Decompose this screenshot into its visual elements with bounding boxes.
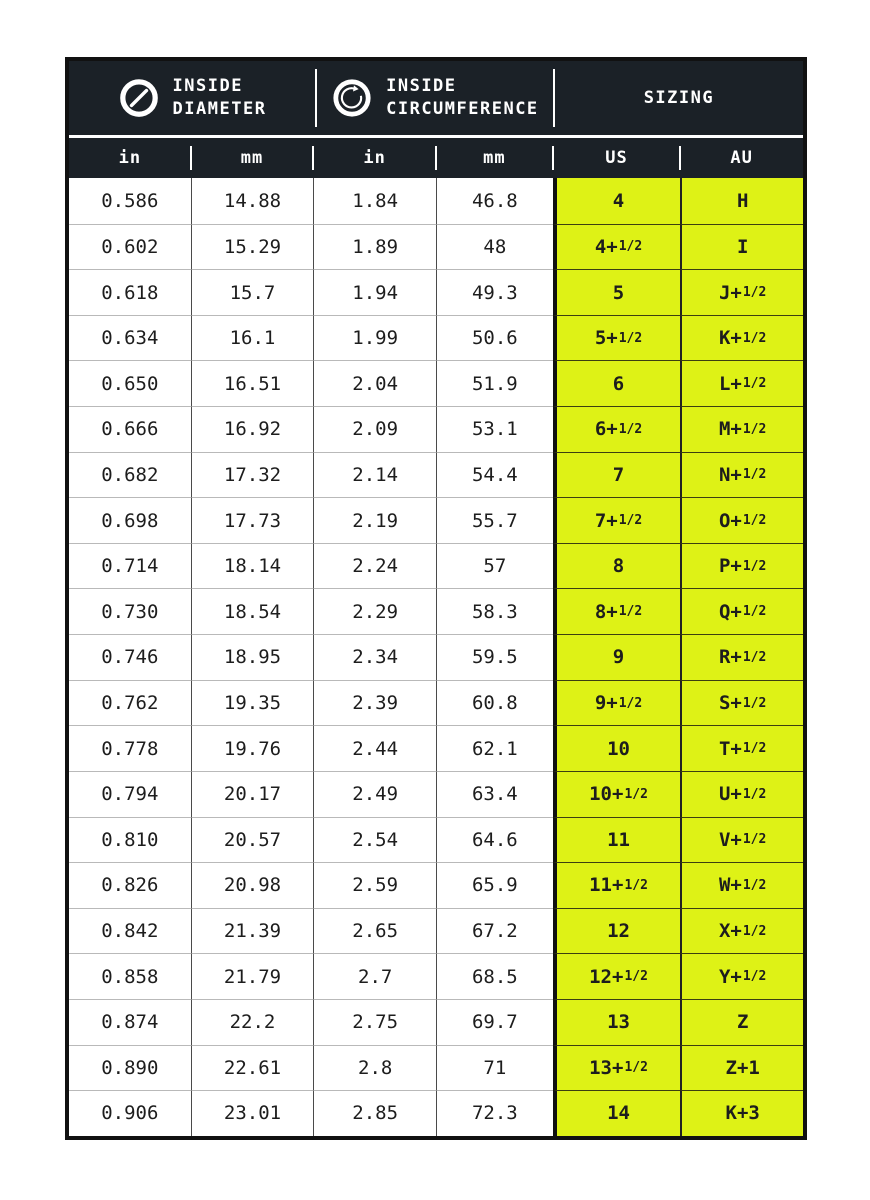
au-size-cell: W+ 1/2 (680, 862, 803, 908)
diameter-in-cell: 0.650 (69, 360, 191, 406)
circumference-in-cell: 1.99 (313, 315, 436, 361)
circumference-in-cell: 1.89 (313, 224, 436, 270)
circumference-in-cell: 1.84 (313, 178, 436, 224)
circumference-mm-cell: 63.4 (436, 771, 553, 817)
diameter-mm-cell: 16.51 (191, 360, 314, 406)
half-fraction: 1/2 (742, 695, 767, 711)
half-fraction: 1/2 (742, 832, 767, 848)
circumference-mm-cell: 69.7 (436, 999, 553, 1045)
half-fraction: 1/2 (618, 239, 643, 255)
diameter-mm-cell: 19.35 (191, 680, 314, 726)
header-label-inside-circumference: INSIDE CIRCUMFERENCE (386, 76, 539, 119)
circumference-in-cell: 2.09 (313, 406, 436, 452)
diameter-mm-cell: 15.7 (191, 269, 314, 315)
au-size-cell: V+ 1/2 (680, 817, 803, 863)
diameter-in-cell: 0.810 (69, 817, 191, 863)
half-fraction: 1/2 (624, 969, 648, 985)
diameter-mm-cell: 20.98 (191, 862, 314, 908)
diameter-mm-cell: 20.17 (191, 771, 314, 817)
us-size-cell: 11+ 1/2 (553, 862, 681, 908)
us-size-cell: 9+ 1/2 (553, 680, 681, 726)
diameter-in-cell: 0.826 (69, 862, 191, 908)
diameter-in-cell: 0.906 (69, 1090, 191, 1136)
circumference-in-cell: 2.44 (313, 725, 436, 771)
diameter-in-cell: 0.682 (69, 452, 191, 498)
us-size-cell: 7+ 1/2 (553, 497, 681, 543)
circumference-in-cell: 2.85 (313, 1090, 436, 1136)
circumference-mm-cell: 59.5 (436, 634, 553, 680)
circumference-in-cell: 2.8 (313, 1045, 436, 1091)
circumference-in-cell: 2.59 (313, 862, 436, 908)
circumference-mm-cell: 64.6 (436, 817, 553, 863)
table-body (69, 178, 803, 1136)
header-label-sizing: SIZING (643, 88, 715, 108)
au-size-cell: S+ 1/2 (680, 680, 803, 726)
us-size-cell: 12 (553, 908, 681, 954)
circumference-in-cell: 2.65 (313, 908, 436, 954)
diameter-mm-cell: 22.61 (191, 1045, 314, 1091)
circumference-in-cell: 2.04 (313, 360, 436, 406)
au-size-cell: P+ 1/2 (680, 543, 803, 589)
us-size-cell: 6 (553, 360, 681, 406)
circumference-mm-cell: 60.8 (436, 680, 553, 726)
au-size-cell: J+ 1/2 (680, 269, 803, 315)
au-size-cell: U+ 1/2 (680, 771, 803, 817)
circumference-mm-cell: 46.8 (436, 178, 553, 224)
circumference-in-cell: 2.39 (313, 680, 436, 726)
diameter-in-cell: 0.858 (69, 953, 191, 999)
au-size-cell: I (680, 224, 803, 270)
us-size-cell: 14 (553, 1090, 681, 1136)
diameter-in-cell: 0.698 (69, 497, 191, 543)
half-fraction: 1/2 (618, 330, 643, 346)
au-size-cell: Q+ 1/2 (680, 588, 803, 634)
circumference-icon (331, 77, 373, 119)
half-fraction: 1/2 (618, 695, 643, 711)
diameter-mm-cell: 17.73 (191, 497, 314, 543)
circumference-in-cell: 2.14 (313, 452, 436, 498)
half-fraction: 1/2 (742, 923, 767, 939)
circumference-mm-cell: 57 (436, 543, 553, 589)
diameter-mm-cell: 21.39 (191, 908, 314, 954)
diameter-in-cell: 0.618 (69, 269, 191, 315)
circumference-mm-cell: 54.4 (436, 452, 553, 498)
us-size-cell: 11 (553, 817, 681, 863)
au-size-cell: Z+1 (680, 1045, 803, 1091)
half-fraction: 1/2 (618, 421, 643, 437)
au-size-cell: L+ 1/2 (680, 360, 803, 406)
column-header-circumference-in: in (313, 138, 436, 178)
header-group-inside-diameter (69, 61, 315, 135)
circumference-mm-cell: 72.3 (436, 1090, 553, 1136)
half-fraction: 1/2 (742, 786, 767, 802)
half-fraction: 1/2 (742, 877, 767, 893)
column-header-diameter-mm: mm (191, 138, 314, 178)
us-size-cell: 4 (553, 178, 681, 224)
half-fraction: 1/2 (618, 513, 643, 529)
half-fraction: 1/2 (742, 421, 767, 437)
diameter-mm-cell: 18.14 (191, 543, 314, 589)
circumference-mm-cell: 48 (436, 224, 553, 270)
circumference-mm-cell: 65.9 (436, 862, 553, 908)
us-size-cell: 4+ 1/2 (553, 224, 681, 270)
half-fraction: 1/2 (742, 513, 767, 529)
half-fraction: 1/2 (742, 376, 767, 392)
half-fraction: 1/2 (742, 467, 767, 483)
column-header-au-size: AU (680, 138, 803, 178)
half-fraction: 1/2 (742, 969, 767, 985)
header-group-inside-circumference (317, 61, 553, 135)
circumference-mm-cell: 62.1 (436, 725, 553, 771)
au-size-cell: K+3 (680, 1090, 803, 1136)
diameter-in-cell: 0.794 (69, 771, 191, 817)
us-size-cell: 7 (553, 452, 681, 498)
circumference-in-cell: 2.75 (313, 999, 436, 1045)
diameter-mm-cell: 16.1 (191, 315, 314, 361)
diameter-in-cell: 0.874 (69, 999, 191, 1045)
diameter-mm-cell: 16.92 (191, 406, 314, 452)
circumference-in-cell: 2.7 (313, 953, 436, 999)
diameter-mm-cell: 22.2 (191, 999, 314, 1045)
au-size-cell: H (680, 178, 803, 224)
diameter-mm-cell: 18.95 (191, 634, 314, 680)
au-size-cell: X+ 1/2 (680, 908, 803, 954)
half-fraction: 1/2 (742, 285, 767, 301)
half-fraction: 1/2 (624, 877, 648, 893)
circumference-mm-cell: 50.6 (436, 315, 553, 361)
diameter-in-cell: 0.746 (69, 634, 191, 680)
half-fraction: 1/2 (742, 649, 767, 665)
us-size-cell: 5 (553, 269, 681, 315)
ring-size-chart (65, 57, 807, 1140)
diameter-in-cell: 0.842 (69, 908, 191, 954)
us-size-cell: 12+ 1/2 (553, 953, 681, 999)
au-size-cell: N+ 1/2 (680, 452, 803, 498)
circumference-mm-cell: 68.5 (436, 953, 553, 999)
circumference-in-cell: 2.29 (313, 588, 436, 634)
circumference-in-cell: 2.49 (313, 771, 436, 817)
header-label-inside-diameter: INSIDE DIAMETER (172, 76, 267, 119)
us-size-cell: 9 (553, 634, 681, 680)
us-size-cell: 13 (553, 999, 681, 1045)
circumference-in-cell: 2.54 (313, 817, 436, 863)
half-fraction: 1/2 (742, 604, 767, 620)
us-size-cell: 6+ 1/2 (553, 406, 681, 452)
au-size-cell: Y+ 1/2 (680, 953, 803, 999)
diameter-in-cell: 0.714 (69, 543, 191, 589)
circumference-mm-cell: 55.7 (436, 497, 553, 543)
diameter-mm-cell: 21.79 (191, 953, 314, 999)
diameter-mm-cell: 18.54 (191, 588, 314, 634)
circumference-mm-cell: 58.3 (436, 588, 553, 634)
column-header-row (69, 138, 803, 178)
us-size-cell: 10+ 1/2 (553, 771, 681, 817)
au-size-cell: Z (680, 999, 803, 1045)
diameter-mm-cell: 23.01 (191, 1090, 314, 1136)
us-size-cell: 8+ 1/2 (553, 588, 681, 634)
diameter-mm-cell: 15.29 (191, 224, 314, 270)
circumference-mm-cell: 71 (436, 1045, 553, 1091)
diameter-in-cell: 0.634 (69, 315, 191, 361)
au-size-cell: O+ 1/2 (680, 497, 803, 543)
half-fraction: 1/2 (742, 558, 767, 574)
circumference-mm-cell: 49.3 (436, 269, 553, 315)
au-size-cell: M+ 1/2 (680, 406, 803, 452)
circumference-in-cell: 2.19 (313, 497, 436, 543)
us-size-cell: 5+ 1/2 (553, 315, 681, 361)
diameter-icon (118, 77, 160, 119)
circumference-mm-cell: 67.2 (436, 908, 553, 954)
diameter-in-cell: 0.602 (69, 224, 191, 270)
au-size-cell: K+ 1/2 (680, 315, 803, 361)
diameter-in-cell: 0.730 (69, 588, 191, 634)
half-fraction: 1/2 (624, 1060, 648, 1076)
us-size-cell: 8 (553, 543, 681, 589)
au-size-cell: T+ 1/2 (680, 725, 803, 771)
circumference-in-cell: 2.34 (313, 634, 436, 680)
header-group-sizing (555, 61, 803, 135)
circumference-mm-cell: 53.1 (436, 406, 553, 452)
diameter-mm-cell: 17.32 (191, 452, 314, 498)
diameter-in-cell: 0.890 (69, 1045, 191, 1091)
us-size-cell: 10 (553, 725, 681, 771)
diameter-mm-cell: 19.76 (191, 725, 314, 771)
circumference-mm-cell: 51.9 (436, 360, 553, 406)
half-fraction: 1/2 (618, 604, 643, 620)
column-header-diameter-in: in (118, 148, 142, 168)
diameter-in-cell: 0.586 (69, 178, 191, 224)
us-size-cell: 13+ 1/2 (553, 1045, 681, 1091)
diameter-in-cell: 0.666 (69, 406, 191, 452)
diameter-in-cell: 0.762 (69, 680, 191, 726)
table-header (69, 61, 803, 135)
half-fraction: 1/2 (624, 786, 648, 802)
diameter-mm-cell: 14.88 (191, 178, 314, 224)
au-size-cell: R+ 1/2 (680, 634, 803, 680)
diameter-mm-cell: 20.57 (191, 817, 314, 863)
diameter-in-cell: 0.778 (69, 725, 191, 771)
column-header-circumference-mm: mm (436, 138, 553, 178)
half-fraction: 1/2 (742, 741, 767, 757)
circumference-in-cell: 1.94 (313, 269, 436, 315)
column-header-us-size: US (553, 138, 681, 178)
half-fraction: 1/2 (742, 330, 767, 346)
circumference-in-cell: 2.24 (313, 543, 436, 589)
